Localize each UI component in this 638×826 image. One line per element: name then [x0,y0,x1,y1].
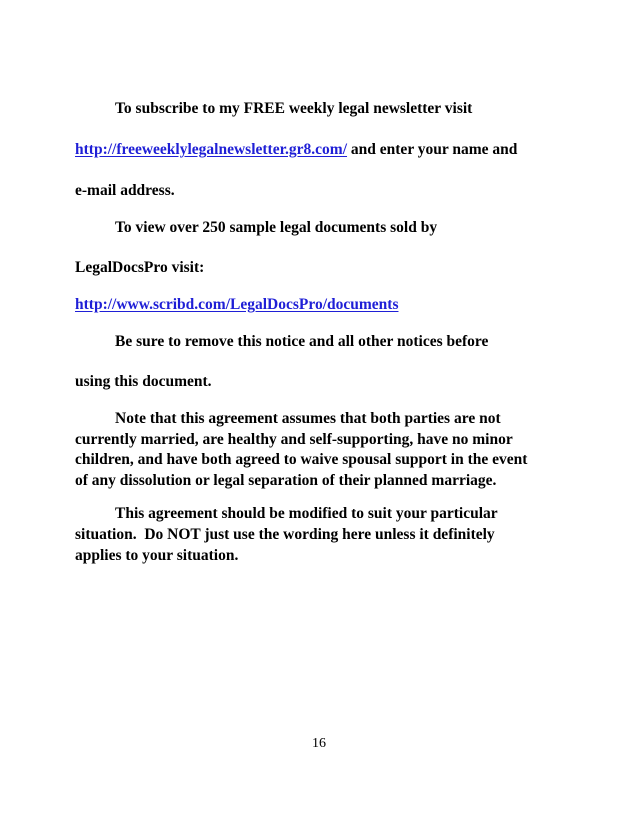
notice-text-line-2: using this document. [75,373,212,390]
modify-note-line-3: applies to your situation. [75,547,239,564]
agreement-note-line-4: of any dissolution or legal separation of their planned marriage. [75,472,497,489]
newsletter-link[interactable]: http://freeweeklylegalnewsletter.gr8.com/ [75,141,348,158]
newsletter-text-line-1: To subscribe to my FREE weekly legal newsletter visit [115,100,473,117]
agreement-note-line-2: currently married, are healthy and self-supporting, have no minor [75,431,513,448]
newsletter-text-line-2 [75,142,517,158]
newsletter-text-line-3: e-mail address. [75,182,175,199]
modify-note-line-2: situation. Do NOT just use the wording here unless it definitely [75,526,495,543]
newsletter-text-line-2-rest: and enter your name and [347,141,518,158]
sample-docs-text-line-1: To view over 250 sample legal documents sold by [115,219,438,236]
page-number: 16 [312,736,326,751]
agreement-note-line-1: Note that this agreement assumes that both parties are not [115,410,501,427]
modify-note-line-1: This agreement should be modified to suit your particular [115,505,498,522]
notice-text-line-1: Be sure to remove this notice and all other notices before [115,333,489,350]
scribd-documents-link[interactable]: http://www.scribd.com/LegalDocsPro/documents [75,296,399,313]
sample-docs-text-line-2: LegalDocsPro visit: [75,259,205,276]
scribd-link-line [75,297,398,313]
agreement-note-line-3: children, and have both agreed to waive spousal support in the event [75,451,528,468]
